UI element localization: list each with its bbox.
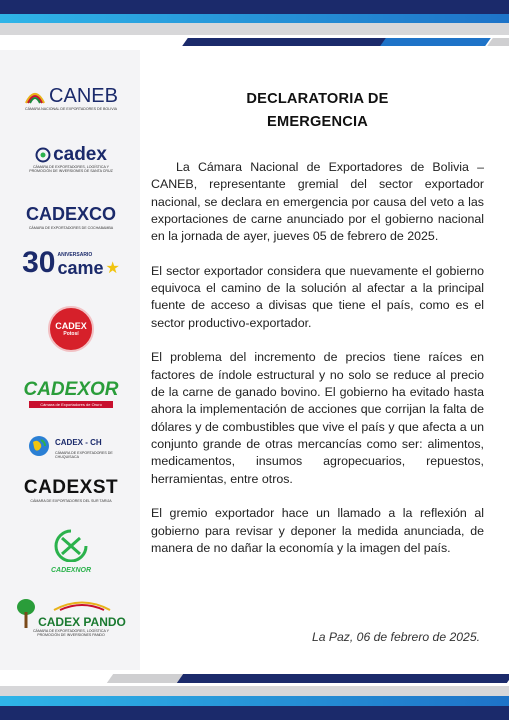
cadexor-logo	[12, 380, 130, 408]
paragraph-1: La Cámara Nacional de Exportadores de Bolivia – CANEB, representante gremial del sector exportador nacional, se declara en emergencia por causa del veto a las exportaciones de carne anunciado por el gobierno nacional en la jornada de ayer, jueves 05 de febrero de 2025.	[151, 160, 484, 244]
cadexnor-emblem-icon	[52, 528, 90, 562]
cadex-logo	[12, 145, 130, 174]
caneb-name: CANEB	[49, 85, 118, 107]
bottom-band-blue	[0, 696, 509, 706]
cadex-potosi-subtitle: Potosí	[63, 330, 79, 337]
cadex-ch-logo	[12, 432, 130, 460]
came-logo	[12, 248, 130, 278]
cadexnor-logo	[12, 528, 130, 574]
cadex-potosi-name: CADEX	[55, 320, 87, 331]
cadex-subtitle: CÁMARA DE EXPORTADORES, LOGÍSTICA Y PROMOCIÓN DE INVERSIONES DE SANTA CRUZ	[29, 165, 113, 173]
cadex-ch-name: CADEX - CH	[55, 438, 102, 447]
cadexnor-name: CADEXNOR	[50, 567, 92, 574]
cadex-pando-arc-icon	[52, 599, 112, 611]
paragraph-2: El sector exportador considera que nuevamente el gobierno equivoca el camino de la solución al afectar a la principal fuente de acceso a divisas que tiene el país, como es el sector productivo-exportador.	[151, 263, 484, 330]
top-accent-gray	[487, 38, 509, 46]
cadex-ch-subtitle: CÁMARA DE EXPORTADORES DE CHUQUISACA	[55, 451, 113, 459]
paragraph-3: El problema del incremento de precios tiene raíces en factores de índole estructural y no solo se reduce al precio de la carne de ganado bovino. El gobierno ha evitado hasta ahora la implementación de acciones que corrijan la falta de dólares y de combustibles que vive el país y que afecta a un conjunto grande de otras mercancías como ser: alimentos, medicamentos, insumos agropecuarios, repuestos, herramientas, entre otros.	[151, 350, 484, 486]
cadexst-name: CADEXST	[23, 477, 119, 498]
logo-column	[0, 50, 140, 670]
top-band-gray	[0, 23, 509, 35]
came-star-icon: ★	[105, 260, 120, 277]
cadex-globe-icon	[35, 147, 51, 163]
bottom-band-navy	[0, 706, 509, 720]
caneb-emblem-icon	[24, 87, 46, 105]
came-anniversary-label: ANIVERSARIO	[57, 252, 93, 258]
cadexco-name: CADEXCO	[25, 204, 116, 224]
came-name: came	[57, 258, 104, 278]
cadex-pando-name: CADEX PANDO	[38, 615, 126, 629]
cadex-pando-tree-icon	[16, 598, 36, 628]
cadexco-subtitle: CÁMARA DE EXPORTADORES DE COCHABAMBA	[28, 226, 114, 230]
top-accent-navy	[182, 38, 388, 46]
bottom-band-gray	[0, 686, 509, 696]
paragraph-4: El gremio exportador hace un llamado a la reflexión al gobierno para revisar y deponer la medida anunciada, de manera de no dañar la economía y la imagen del país.	[151, 506, 484, 555]
came-anniversary-number: 30	[22, 246, 56, 279]
cadex-pando-subtitle: CÁMARA DE EXPORTADORES, LOGÍSTICA Y PROMOCIÓN DE INVERSIONES PANDO	[32, 629, 110, 637]
title-line-1: DECLARATORIA DE	[246, 91, 389, 107]
top-band-navy	[0, 0, 509, 15]
title-line-2: EMERGENCIA	[267, 114, 368, 130]
document-title	[151, 88, 484, 134]
cadex-pando-logo	[12, 598, 130, 638]
cadexco-logo	[12, 205, 130, 231]
top-accent-blue	[380, 38, 491, 46]
cadexor-subtitle: Cámara de Exportadores de Oruro	[29, 401, 113, 408]
document-body	[151, 88, 484, 575]
caneb-logo	[12, 86, 130, 112]
cadex-ch-globe-icon	[27, 434, 51, 458]
cadexst-logo	[12, 478, 130, 504]
signature-line: La Paz, 06 de febrero de 2025.	[311, 630, 480, 644]
top-band-blue	[0, 14, 509, 23]
caneb-subtitle: CÁMARA NACIONAL DE EXPORTADORES DE BOLIVIA	[25, 107, 117, 111]
cadexst-subtitle: CÁMARA DE EXPORTADORES DEL SUR TARIJA	[30, 499, 112, 503]
bottom-accent-navy	[177, 674, 509, 683]
cadex-name: cadex	[53, 144, 107, 165]
cadex-potosi-logo	[12, 306, 130, 352]
cadexor-name: CADEXOR	[23, 379, 119, 400]
